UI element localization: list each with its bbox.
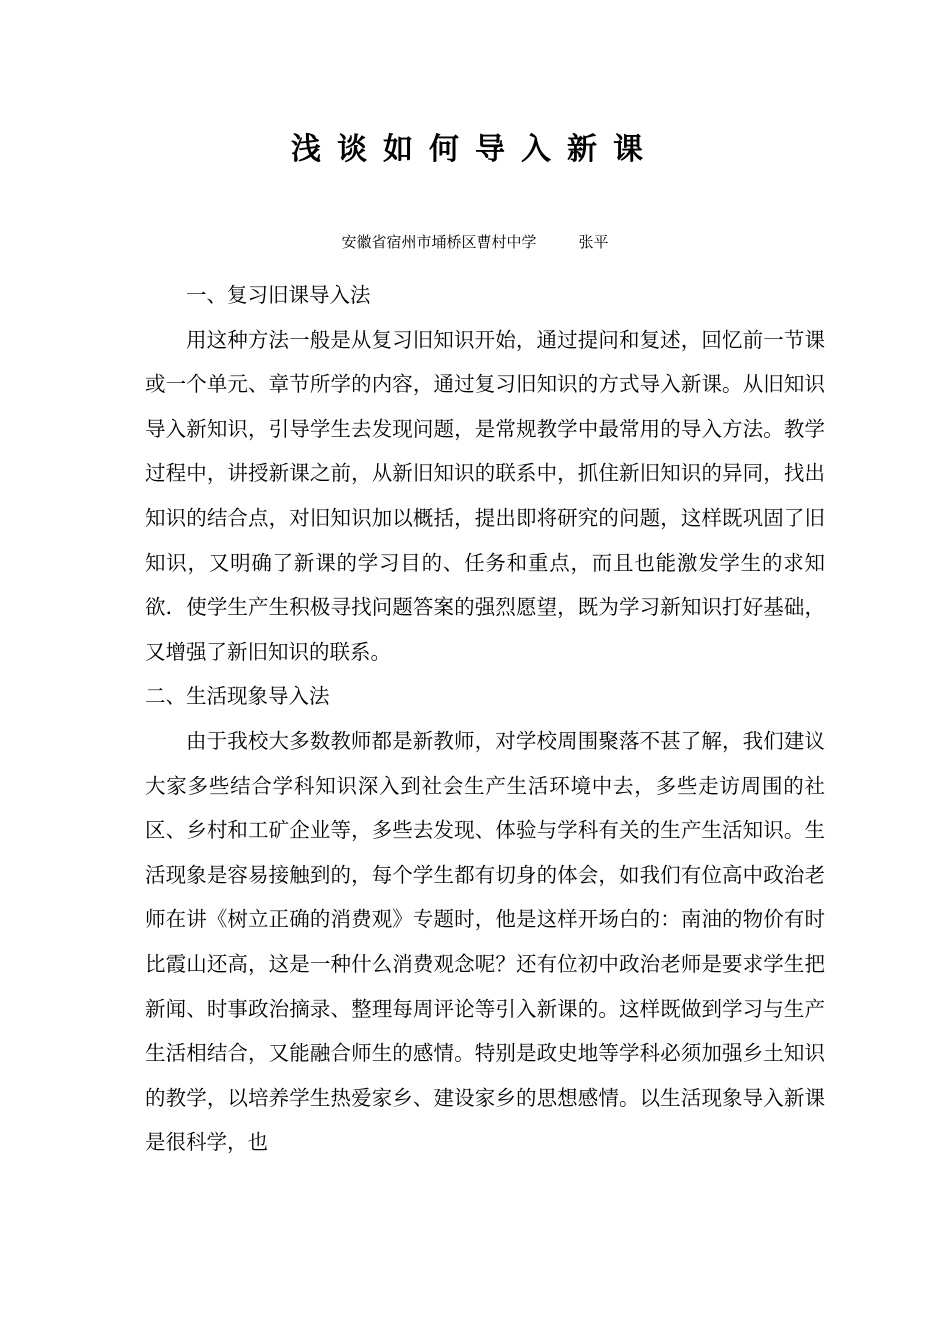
author-line (0, 231, 950, 253)
author-affiliation: 安徽省宿州市埇桥区曹村中学 (341, 233, 537, 251)
author-name: 张平 (578, 233, 609, 251)
section-heading-1: 一、复习旧课导入法 (186, 283, 371, 307)
section-heading-2: 二、生活现象导入法 (145, 684, 330, 709)
section-paragraph-2: 由于我校大多数教师都是新教师，对学校周围聚落不甚了解，我们建议大家多些结合学科知识深入到社会生产生活环境中去，多些走访周围的社区、乡村和工矿企业等，多些去发现、体验与学科有关的生产生活知识。生活现象是容易接触到的，每个学生都有切身的体会，如我们有位高中政治老师在讲《树立正确的消费观》专题时，他是这样开场白的：南油的物价有时比霞山还高，这是一种什么消费观念呢？还有位初中政治老师是要求学生把新闻、时事政治摘录、整理每周评论等引入新课的。这样既做到学习与生产生活相结合，又能融合师生的感情。特别是政史地等学科必须加强乡土知识的教学，以培养学生热爱家乡、建设家乡的思想感情。以生活现象导入新课是很科学，也 (145, 728, 825, 1155)
document-body (145, 273, 825, 1165)
document-title: 浅谈如何导入新课 (291, 132, 659, 167)
section-paragraph-1: 用这种方法一般是从复习旧知识开始，通过提问和复述，回忆前一节课或一个单元、章节所学的内容，通过复习旧知识的方式导入新课。从旧知识导入新知识，引导学生去发现问题，是常规教学中最常用的导入方法。教学过程中，讲授新课之前，从新旧知识的联系中，抓住新旧知识的异同，找出知识的结合点，对旧知识加以概括，提出即将研究的问题，这样既巩固了旧知识，又明确了新课的学习目的、任务和重点，而且也能激发学生的求知欲．使学生产生积极寻找问题答案的强烈愿望，既为学习新知识打好基础，又增强了新旧知识的联系。 (145, 327, 825, 664)
